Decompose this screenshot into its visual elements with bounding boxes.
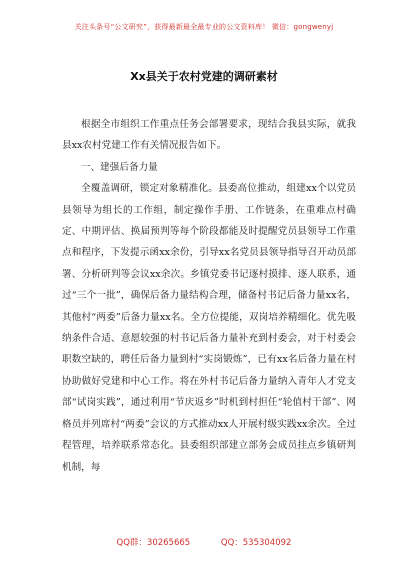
section-paragraph: 全覆盖调研，锁定对象精准化。县委高位推动，组建xx个以党员县领导为组长的工作组，制定操作手册、工作链条，在重难点村确定、中期评估、换届预判等每个阶段都能及时提醒党员县领导工作重点和程序，下发提示函xx余份，引导xx名党员县领导指导召开动员部署、分析研判等会议xx余次。乡镇党委书记逐村摸排、逐人联系，通过“三个一批”，确保后备力量结构合理，储备村书记后备力量xx名，其他村“两委”后备力量xx名。全方位提能，双岗培养精细化。优先吸纳条件合适、意愿较强的村书记后备力量补充到村委会，对于村委会职数空缺的，聘任后备力量到村“实岗锻炼”，已有xx名后备力量在村协助做好党建和中心工作。将在外村书记后备力量纳入青年人才党支部“试岗实践”，通过利用“节庆返乡”时机到村担任“轮值村干部”、网格员并列席村“两委”会议的方式推动xx人开展村级实践xx余次。全过程管理，培养联系常态化。县委组织部建立部务会成员挂点乡镇研判机制，每 bbox=[62, 183, 356, 473]
qq-group: QQ群：30265665 bbox=[116, 538, 191, 548]
document-title: Xx县关于农村党建的调研素材 bbox=[130, 70, 278, 83]
intro-paragraph: 根据全市组织工作重点任务会部署要求，现结合我县实际，就我县xx农村党建工作有关情况报告如下。 bbox=[62, 119, 356, 152]
document-body bbox=[62, 114, 356, 478]
promo-banner: 关注头条号“公文研究”，获得最新最全最专业的公文资料库！ 微信：gongwenyj bbox=[74, 23, 334, 31]
qq-number: QQ：535304092 bbox=[220, 538, 292, 548]
contact-footer bbox=[0, 536, 408, 548]
section-heading: 一、建强后备力量 bbox=[81, 161, 158, 173]
